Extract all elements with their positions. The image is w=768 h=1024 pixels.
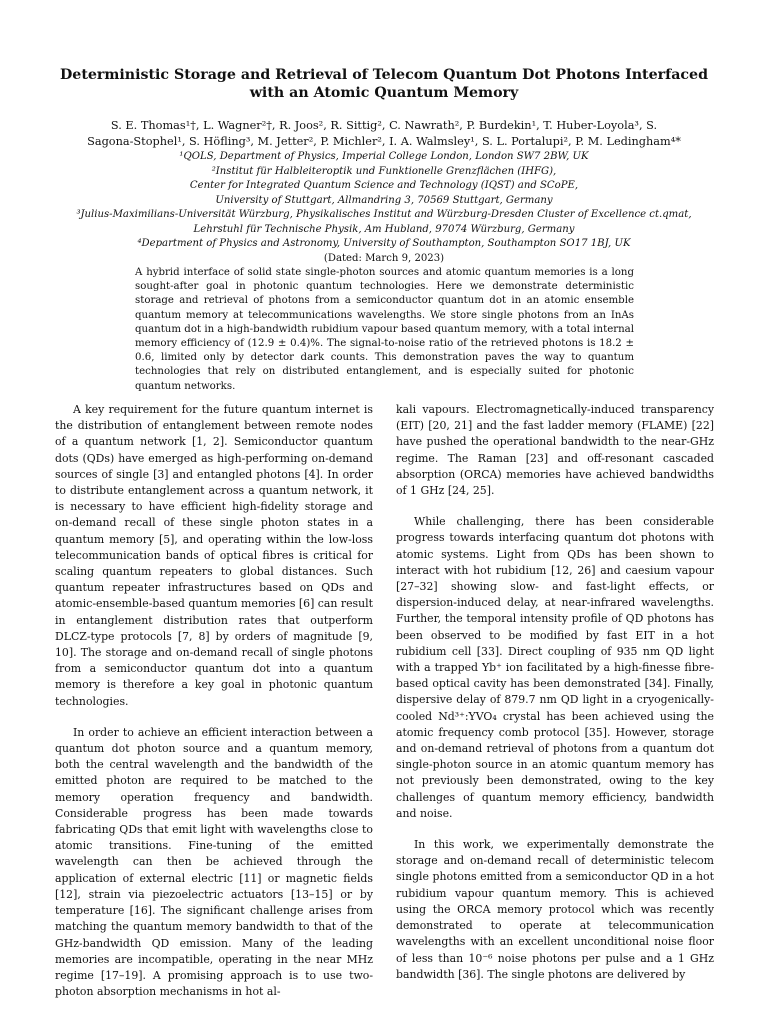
right-column <box>396 402 714 998</box>
paper-title <box>60 66 708 102</box>
paragraph: In this work, we experimentally demonstrate the storage and on-demand recall of deterministic telecom single photons emitted from a semiconductor QD in a hot rubidium vapour quantum memory. This is achieved using the ORCA memory protocol which was recently demonstrated to operate at telecommunication wavelengths with an excellent unconditional noise floor of less than 10⁻⁶ noise photons per pulse and a 1 GHz bandwidth [36]. The single photons are delivered by <box>396 838 714 981</box>
title-line-2: with an Atomic Quantum Memory <box>249 85 519 101</box>
abstract: A hybrid interface of solid state single-photon sources and atomic quantum memories is a long sought-after goal in photonic quantum technologies. Here we demonstrate deterministic storage and retrieval of photons from a semiconductor quantum dot in an atomic ensemble quantum memory at telecommunications wavelengths. We store single photons from an InAs quantum dot in a high-bandwidth rubidium vapour based quantum memory, with a total internal memory efficiency of (12.9 ± 0.4)%. The signal-to-noise ratio of the retrieved photons is 18.2 ± 0.6, limited only by detector dark counts. This demonstration paves the way to quantum technologies that rely on distributed entanglement, and is especially suited for photonic quantum networks. <box>135 267 634 392</box>
paper-date: (Dated: March 9, 2023) <box>323 252 445 264</box>
affiliation-line: ²Institut für Halbleiteroptik und Funktionelle Grenzflächen (IHFG), <box>211 165 557 177</box>
affiliation-line: Center for Integrated Quantum Science and Technology (IQST) and SCoPE, <box>189 180 579 191</box>
affiliation-line: Lehrstuhl für Technische Physik, Am Hubland, 97074 Würzburg, Germany <box>193 223 575 235</box>
paragraph: While challenging, there has been considerable progress towards interfacing quantum dot photons with atomic systems. Light from QDs has been shown to interact with hot rubidium [12, 26] and caesium vapour [27–32] showing slow- and fast-light effects, or dispersion-induced delay, at near-infrared wavelengths. Further, the temporal intensity profile of QD photons has been observed to be modified by fast EIT in a hot rubidium cell [33]. Direct coupling of 935 nm QD light with a trapped Yb⁺ ion facilitated by a high-finesse fibre-based optical cavity has been demonstrated [34]. Finally, dispersive delay of 879.7 nm QD light in a cryogenically-cooled Nd³⁺:YVO₄ crystal has been achieved using the atomic frequency comb protocol [35]. However, storage and on-demand retrieval of photons from a quantum dot single-photon source in an atomic quantum memory has not previously been demonstrated, owing to the key challenges of quantum memory efficiency, bandwidth and noise. <box>396 515 714 820</box>
affiliation-line: ¹QOLS, Department of Physics, Imperial College London, London SW7 2BW, UK <box>179 151 589 162</box>
paragraph: kali vapours. Electromagnetically-induced transparency (EIT) [20, 21] and the fast ladder memory (FLAME) [22] have pushed the operational bandwidth to the near-GHz regime. The Raman [23] and off-resonant cascaded absorption (ORCA) memories have achieved bandwidths of 1 GHz [24, 25]. <box>396 403 714 498</box>
paragraph: In order to achieve an efficient interaction between a quantum dot photon source and a quantum memory, both the central wavelength and the bandwidth of the emitted photon are required to be matched to the memory operation frequency and bandwidth. Considerable progress has been made towards fabricating QDs that emit light with wavelengths close to atomic transitions. Fine-tuning of the emitted wavelength can then be achieved through the application of external electric [11] or magnetic fields [12], strain via piezoelectric actuators [13–15] or by temperature [16]. The significant challenge arises from matching the quantum memory bandwidth to that of the GHz-bandwidth QD emission. Many of the leading memories are incompatible, operating in the near MHz regime [17–19]. A promising approach is to use two-photon absorption mechanisms in hot al- <box>55 725 373 999</box>
affiliation-line: ⁴Department of Physics and Astronomy, University of Southampton, Southampton SO17 1BJ, UK <box>137 238 631 249</box>
paragraph: A key requirement for the future quantum internet is the distribution of entanglement between remote nodes of a quantum network [1, 2]. Semiconductor quantum dots (QDs) have emerged as high-performing on-demand sources of single [3] and entangled photons [4]. In order to distribute entanglement across a quantum network, it is necessary to have efficient high-fidelity storage and on-demand recall of these single photon states in a quantum memory [5], and operating within the low-loss telecommunication bands of optical fibres is critical for scaling quantum repeaters to global distances. Such quantum repeater infrastructures based on QDs and atomic-ensemble-based quantum memories [6] can result in entanglement distribution rates that outperform DLCZ-type protocols [7, 8] by orders of magnitude [9, 10]. The storage and on-demand recall of single photons from a semiconductor quantum dot into a quantum memory is therefore a key goal in photonic quantum technologies. <box>55 403 373 708</box>
author-list <box>52 118 716 150</box>
title-line-1: Deterministic Storage and Retrieval of Telecom Quantum Dot Photons Interfaced <box>60 67 708 83</box>
left-column <box>55 402 373 1015</box>
authors-line-2: Sagona-Stophel¹, S. Höfling³, M. Jetter², P. Michler², I. A. Walmsley¹, S. L. Portalupi², P. M. Ledingham⁴* <box>87 135 681 148</box>
affiliation-line: ³Julius-Maximilians-Universität Würzburg, Physikalisches Institut and Würzburg-Dresden Cluster of Excellence ct.qmat, <box>76 209 692 220</box>
authors-line-1: S. E. Thomas¹†, L. Wagner²†, R. Joos², R. Sittig², C. Nawrath², P. Burdekin¹, T. Huber-Loyola³, S. <box>110 119 658 132</box>
affiliations <box>52 150 716 266</box>
affiliation-line: University of Stuttgart, Allmandring 3, 70569 Stuttgart, Germany <box>215 194 553 206</box>
